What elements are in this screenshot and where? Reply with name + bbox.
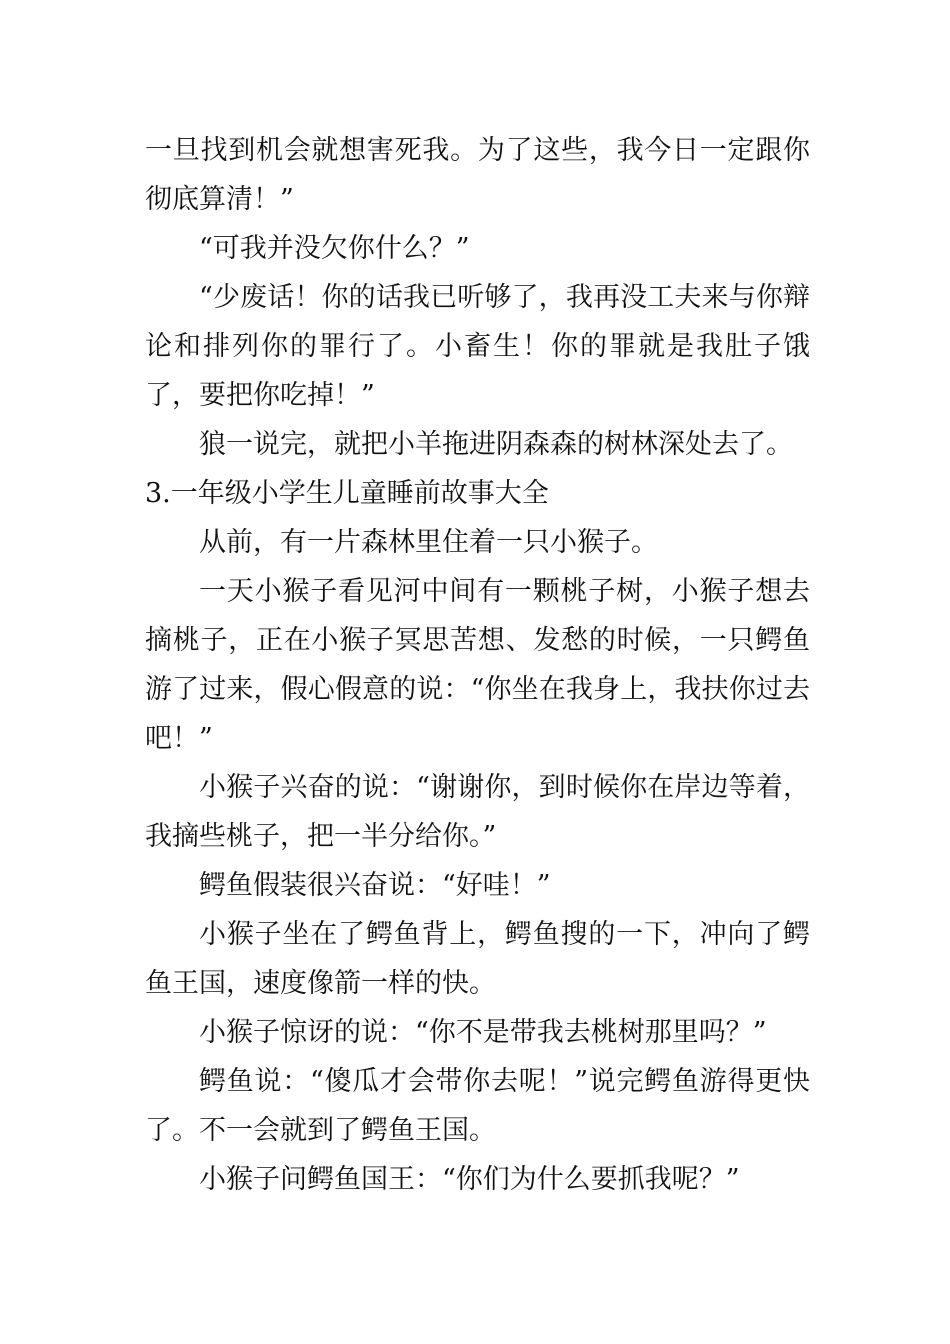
- paragraph: 一天小猴子看见河中间有一颗桃子树，小猴子想去摘桃子，正在小猴子冥思苦想、发愁的时候，一只鳄鱼游了过来，假心假意的说：“你坐在我身上，我扶你过去吧！”: [145, 576, 810, 754]
- paragraph: 小猴子问鳄鱼国王：“你们为什么要抓我呢？”: [199, 1164, 740, 1195]
- document-body: [145, 126, 810, 1204]
- paragraph: 一旦找到机会就想害死我。为了这些，我今日一定跟你彻底算清！”: [145, 135, 810, 215]
- paragraph: 小猴子兴奋的说：“谢谢你，到时候你在岸边等着，我摘些桃子，把一半分给你。”: [145, 772, 810, 852]
- section-heading: 3.一年级小学生儿童睡前故事大全: [145, 478, 549, 509]
- paragraph: 鳄鱼说：“傻瓜才会带你去呢！”说完鳄鱼游得更快了。不一会就到了鳄鱼王国。: [145, 1066, 810, 1146]
- paragraph: 狼一说完，就把小羊拖进阴森森的树林深处去了。: [199, 429, 793, 460]
- paragraph: 小猴子惊讶的说：“你不是带我去桃树那里吗？”: [199, 1017, 767, 1048]
- paragraph: 鳄鱼假装很兴奋说：“好哇！”: [199, 870, 551, 901]
- paragraph: 小猴子坐在了鳄鱼背上，鳄鱼搜的一下，冲向了鳄鱼王国，速度像箭一样的快。: [145, 919, 810, 999]
- paragraph: “少废话！你的话我已听够了，我再没工夫来与你辩论和排列你的罪行了。小畜生！你的罪就是我肚子饿了，要把你吃掉！”: [145, 282, 810, 411]
- paragraph: “可我并没欠你什么？”: [199, 233, 470, 264]
- paragraph: 从前，有一片森林里住着一只小猴子。: [199, 527, 658, 558]
